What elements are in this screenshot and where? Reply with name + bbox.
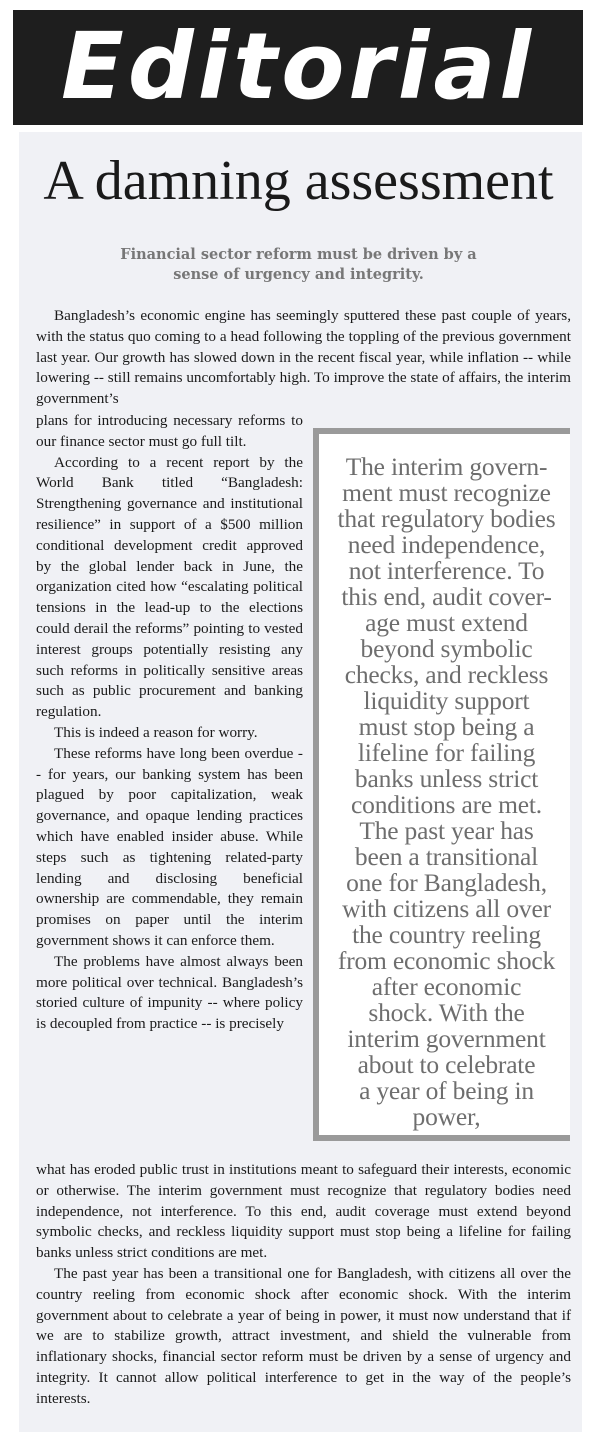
paragraph-6: The past year has been a transitional one for Bangladesh, with citizens all over the country reeling from economic shock after economic shock. With the interim government about to celebrate a year of being in power, it must now understand that if we are to stabilize growth, attract investment, and shield the vulnerable from inflationary shocks, financial sector reform must be driven by a sense of urgency and integrity. It cannot allow political interference to get in the way of the people’s interests. (36, 1264, 571, 1407)
pull-quote-line: checks, and reckless (344, 660, 549, 689)
pull-quote-line: banks unless strict (354, 764, 539, 793)
paragraph-1-rest: plans for introducing necessary reforms to our finance sector must go full tilt. (36, 412, 303, 450)
pull-quote-line: age must extend (365, 608, 528, 637)
pull-quote-line: The interim govern- (345, 452, 548, 481)
paragraph-5-rest: what has eroded public trust in institutions meant to safeguard their interests, economic or otherwise. The interim government must recognize that regulatory bodies need independence, not interference. To this end, audit coverage must extend beyond symbolic checks, and reckless liquidity support must stop being a lifeline for failing banks unless strict conditions are met. (36, 1161, 571, 1262)
pull-quote-line: interim government (347, 1024, 546, 1053)
pull-quote-line: shock. With the (368, 998, 525, 1027)
paragraph-4: These reforms have long been overdue -- for years, our banking system has been plagued by poor capitalization, weak governance, and opaque lending practices which have enabled insider abuse. While steps such as tightening related-party lending and disclosing beneficial ownership are commendable, they remain promises on paper until the interim government shows it can enforce them. (36, 744, 303, 949)
pull-quote-line: one for Bangladesh, (346, 868, 547, 897)
pull-quote-line: a year of being in (359, 1076, 534, 1105)
pull-quote-line: been a transitional (354, 842, 539, 871)
paragraph-3: This is indeed a reason for worry. (54, 723, 258, 741)
pull-quote-line: The past year has (359, 816, 534, 845)
pull-quote-line: beyond symbolic (360, 634, 533, 663)
pull-quote-line: the country reeling (352, 920, 541, 949)
pull-quote-text (325, 454, 568, 1130)
pull-quote-line: from economic shock (337, 946, 556, 975)
headline: A damning assessment (43, 150, 554, 212)
masthead-title: Editorial (61, 13, 535, 120)
pull-quote (313, 428, 570, 1141)
pull-quote-line: not interference. To (348, 556, 545, 585)
pull-quote-line: this end, audit cover- (341, 582, 552, 611)
pull-quote-line: lifeline for failing (357, 738, 536, 767)
pull-quote-line: after economic (371, 972, 522, 1001)
pull-quote-line: power, (412, 1102, 481, 1131)
pull-quote-line: liquidity support (363, 686, 530, 715)
pull-quote-line: with citizens all over (342, 894, 551, 923)
article-left-column (36, 411, 303, 1035)
pull-quote-line: about to celebrate (357, 1050, 536, 1079)
article-conclusion (36, 1160, 571, 1410)
pull-quote-line: must stop being a (358, 712, 535, 741)
article-intro (36, 306, 571, 410)
pull-quote-line: that regulatory bodies (337, 504, 556, 533)
deck-subheading: Financial sector reform must be driven by a sense of urgency and integrity. (120, 246, 477, 283)
pull-quote-line: ment must recognize (342, 478, 551, 507)
masthead (13, 10, 583, 125)
paragraph-2: According to a recent report by the World Bank titled “Bangladesh: Strengthening governance and institutional resilience” in support of a $500 million conditional development credit approved by the global lender back in June, the organization cited how “escalating political tensions in the lead-up to the elections could derail the reforms” pointing to vested interest groups potentially resisting any such reforms in politically sensitive areas such as public procurement and banking regulation. (36, 453, 303, 721)
paragraph-1-top: Bangladesh’s economic engine has seemingly sputtered these past couple of years, with the status quo coming to a head following the toppling of the previous government last year. Our growth has slowed down in the recent fiscal year, while inflation -- while lowering -- still remains uncomfortably high. To improve the state of affairs, the interim government’s (36, 307, 571, 408)
pull-quote-line: need independence, (347, 530, 546, 559)
paragraph-5-left: The problems have almost always been more political over technical. Bangladesh’s storied culture of impunity -- where policy is decoupled from practice -- is precisely (36, 952, 303, 1033)
pull-quote-line: conditions are met. (351, 790, 542, 819)
